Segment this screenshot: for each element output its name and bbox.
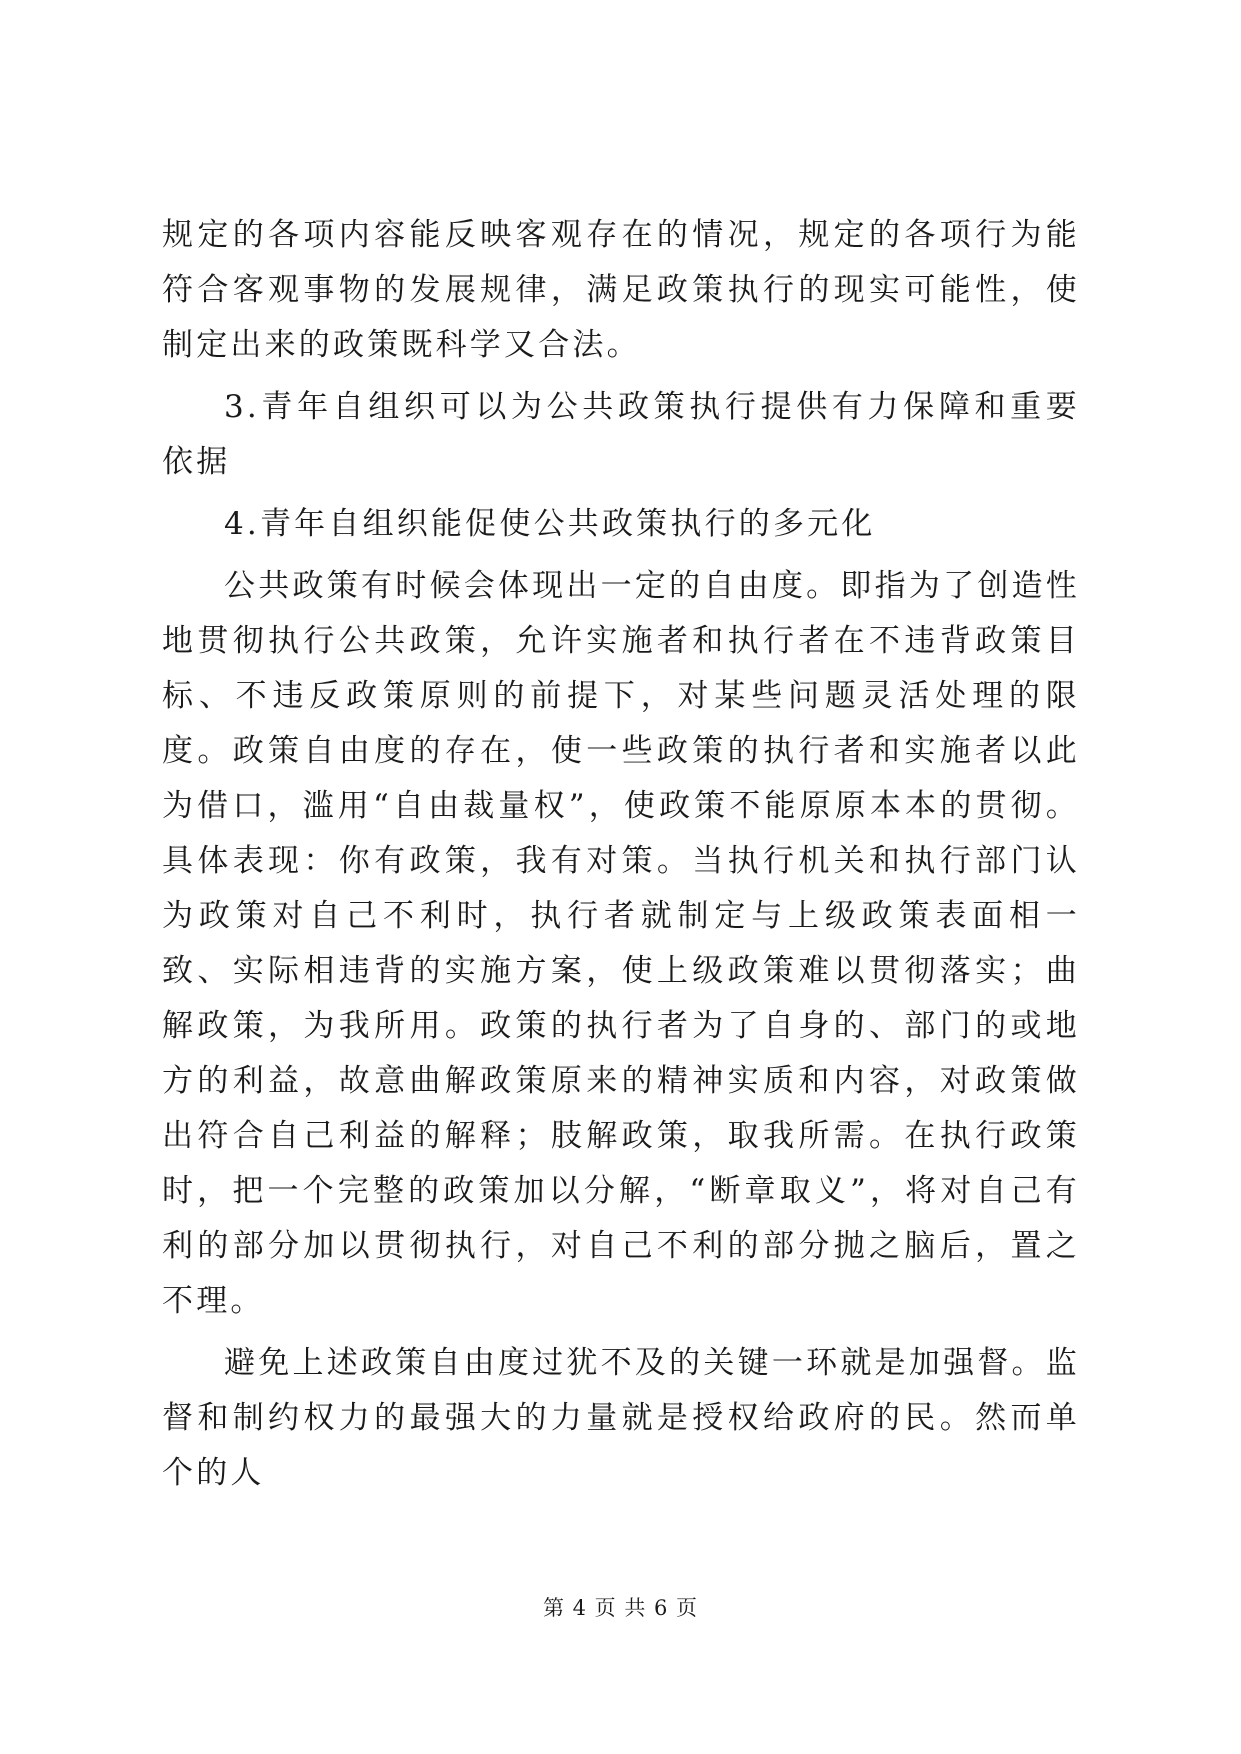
paragraph-5: 避免上述政策自由度过犹不及的关键一环就是加强督。监督和制约权力的最强大的力量就是授权给政府的民。然而单个的人 xyxy=(162,1345,1080,1491)
paragraph-2: 3.青年自组织可以为公共政策执行提供有力保障和重要依据 xyxy=(162,389,1080,480)
paragraph-3: 4.青年自组织能促使公共政策执行的多元化 xyxy=(224,506,876,542)
page-footer: 第 4 页 共 6 页 xyxy=(542,1596,699,1620)
paragraph-4: 公共政策有时候会体现出一定的自由度。即指为了创造性地贯彻执行公共政策，允许实施者和执行者在不违背政策目标、不违反政策原则的前提下，对某些问题灵活处理的限度。政策自由度的存在，使一些政策的执行者和实施者以此为借口，滥用“自由裁量权”，使政策不能原原本本的贯彻。具体表现：你有政策，我有对策。当执行机关和执行部门认为政策对自己不利时，执行者就制定与上级政策表面相一致、实际相违背的实施方案，使上级政策难以贯彻落实；曲解政策，为我所用。政策的执行者为了自身的、部门的或地方的利益，故意曲解政策原来的精神实质和内容，对政策做出符合自己利益的解释；肢解政策，取我所需。在执行政策时，把一个完整的政策加以分解，“断章取义”，将对自己有利的部分加以贯彻执行，对自己不利的部分抛之脑后，置之不理。 xyxy=(162,568,1080,1319)
body-text xyxy=(162,208,1080,1508)
paragraph-1: 规定的各项内容能反映客观存在的情况，规定的各项行为能符合客观事物的发展规律，满足政策执行的现实可能性，使制定出来的政策既科学又合法。 xyxy=(162,217,1080,363)
